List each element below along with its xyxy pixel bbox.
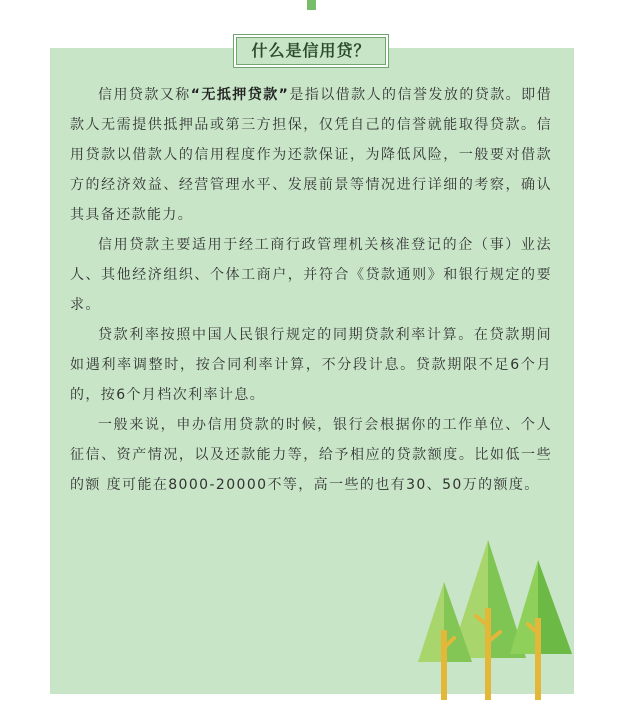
paragraph-2: 信用贷款主要适用于经工商行政管理机关核准登记的企（事）业法人、其他经济组织、个体工商户，并符合《贷款通则》和银行规定的要求。 bbox=[70, 237, 552, 313]
paragraph-1-pre: 信用贷款又称 bbox=[98, 87, 191, 103]
paragraph-3: 贷款利率按照中国人民银行规定的同期贷款利率计算。在贷款期间如遇利率调整时，按合同利率计算，不分段计息。贷款期限不足6个月的，按6个月档次利率计息。 bbox=[70, 327, 552, 403]
paragraph-1 bbox=[70, 80, 552, 230]
paragraph-1-post: 是指以借款人的信誉发放的贷款。即借款人无需提供抵押品或第三方担保，仅凭自己的信誉就能取得贷款。信用贷款以借款人的信用程度作为还款保证，为降低风险，一般要对借款方的经济效益、经营管理水平、发展前景等情况进行详细的考察，确认其具备还款能力。 bbox=[70, 87, 552, 223]
top-connector-bar bbox=[307, 0, 316, 10]
page-title: 什么是信用贷？ bbox=[236, 37, 386, 65]
tree-left-trunk bbox=[441, 630, 447, 700]
article-body bbox=[70, 80, 552, 500]
tree-illustration bbox=[410, 530, 580, 700]
paragraph-4: 一般来说，申办信用贷款的时候，银行会根据你的工作单位、个人征信、资产情况，以及还款能力等，给予相应的贷款额度。比如低一些的额 度可能在8000-20000不等，高一些的也有30、50万的额度。 bbox=[70, 417, 552, 493]
paragraph-1-emphasis: “无抵押贷款” bbox=[190, 87, 290, 103]
tree-right-shade bbox=[538, 560, 572, 654]
title-frame bbox=[233, 34, 389, 68]
